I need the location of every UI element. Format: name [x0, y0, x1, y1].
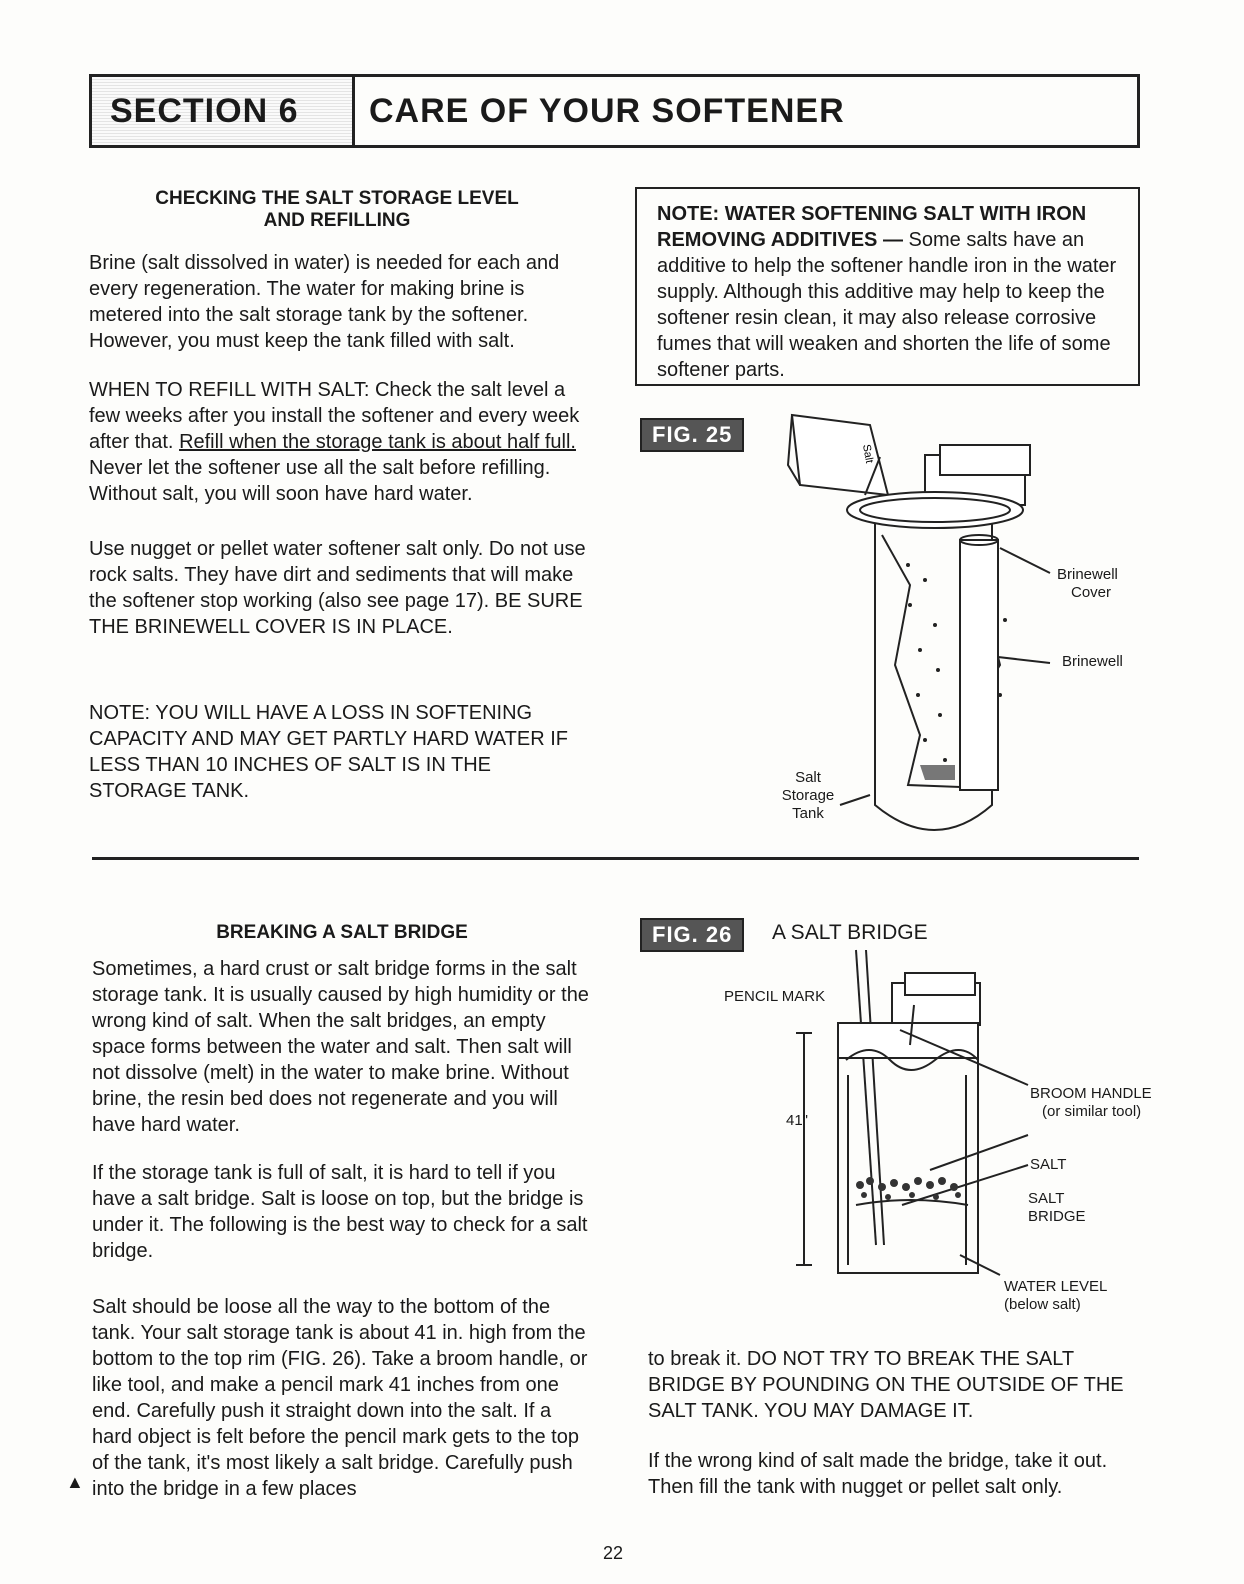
- section-title: CARE OF YOUR SOFTENER: [369, 91, 845, 130]
- refill-text-b: Never let the softener use all the salt before refilling. Without salt, you will soon have hard water.: [89, 457, 551, 505]
- height-41-label: 41": [786, 1112, 809, 1129]
- fig26-caption: A SALT BRIDGE: [772, 921, 928, 944]
- checking-heading-line1: CHECKING THE SALT STORAGE LEVEL: [155, 188, 519, 209]
- bridge-paragraph-5: If the wrong kind of salt made the bridge, take it out. Then fill the tank with nugget or pellet salt only.: [648, 1450, 1108, 1498]
- iron-additive-note: [635, 187, 1140, 386]
- salt-storage-tank-label: [778, 769, 838, 823]
- checking-heading-line2: AND REFILLING: [263, 210, 411, 231]
- broom-handle-label: [1030, 1085, 1152, 1121]
- pencil-mark-label: PENCIL MARK: [724, 988, 826, 1005]
- fig25-label: FIG. 25: [640, 418, 744, 452]
- bridge-paragraph-3: Salt should be loose all the way to the bottom of the tank. Your salt storage tank is about 41 in. high from the bottom to the top rim (FIG. 26). Take a broom handle, or like tool, and make a pencil mark 41 inches from one end. Carefully push it straight down into the salt. If a hard object is felt before the pencil mark gets to the top of the tank, it's most likely a salt bridge. Carefully push into the bridge in a few places: [92, 1296, 588, 1500]
- fig26-illustration: [790, 945, 1030, 1290]
- salt-bridge-line2: BRIDGE: [1028, 1208, 1086, 1225]
- checking-heading: [92, 188, 582, 232]
- brinewell-cover-label: [1057, 566, 1118, 602]
- broom-handle-line2: (or similar tool): [1042, 1103, 1142, 1120]
- brinewell-cover-line2: Cover: [1071, 584, 1112, 601]
- note-heading: NOTE: WATER SOFTENING SALT WITH IRON REMOVING ADDITIVES —: [657, 203, 1087, 251]
- salt-storage-tank-line2: Storage: [781, 787, 835, 804]
- brinewell-label: Brinewell: [1062, 653, 1123, 670]
- bridge-heading: BREAKING A SALT BRIDGE: [216, 922, 468, 943]
- warning-icon: ▲: [66, 1472, 84, 1492]
- checking-paragraph-1: Brine (salt dissolved in water) is needed for each and every regeneration. The water for making brine is metered into the salt storage tank by the softener. However, you must keep the tank filled with salt.: [89, 252, 560, 352]
- bridge-paragraph-2: If the storage tank is full of salt, it is hard to tell if you have a salt bridge. Salt is loose on top, but the bridge is under it. The following is the best way to check for a salt bridge.: [92, 1162, 588, 1262]
- bridge-paragraph-1: Sometimes, a hard crust or salt bridge forms in the salt storage tank. It is usually caused by high humidity or the wrong kind of salt. When the salt bridges, an empty space forms between the water and salt. Then salt will not dissolve (melt) in the water to make brine. Without brine, the resin bed does not regenerate and you will have hard water.: [92, 958, 589, 1136]
- broom-handle-line1: BROOM HANDLE: [1030, 1085, 1152, 1102]
- checking-paragraph-2: [89, 377, 589, 507]
- page-number: 22: [603, 1543, 624, 1563]
- refill-underlined-text: Refill when the storage tank is about half full.: [179, 431, 576, 453]
- checking-paragraph-3: Use nugget or pellet water softener salt only. Do not use rock salts. They have dirt and sediments that will make the softener stop working (also see page 17). BE SURE THE BRINEWELL COVER IS IN PLACE.: [89, 538, 586, 638]
- salt-label: SALT: [1030, 1156, 1067, 1173]
- salt-bag-text: Salt: [860, 443, 876, 465]
- water-level-line1: WATER LEVEL: [1004, 1278, 1108, 1295]
- section-number: SECTION 6: [92, 77, 355, 145]
- salt-storage-tank-line3: Tank: [792, 805, 824, 822]
- bridge-paragraph-4: to break it. DO NOT TRY TO BREAK THE SALT BRIDGE BY POUNDING ON THE OUTSIDE OF THE SALT TANK. YOU MAY DAMAGE IT.: [648, 1348, 1124, 1422]
- salt-bridge-label: [1028, 1190, 1086, 1226]
- note-text: Some salts have an additive to help the softener handle iron in the water supply. Although this additive may help to keep the softener resin clean, it may also release corrosive fumes that will weaken and shorten the life of some softener parts.: [657, 229, 1117, 381]
- fig26-label: FIG. 26: [640, 918, 744, 952]
- water-level-line2: (below salt): [1004, 1296, 1081, 1313]
- refill-text-a: WHEN TO REFILL WITH SALT: Check the salt level a few weeks after you install the softener and every week after that.: [89, 379, 580, 453]
- salt-bridge-line1: SALT: [1028, 1190, 1065, 1207]
- salt-storage-tank-line1: Salt: [795, 769, 821, 786]
- section-header: [89, 74, 1140, 148]
- brinewell-cover-line1: Brinewell: [1057, 566, 1118, 583]
- water-level-label: [1004, 1278, 1107, 1314]
- checking-paragraph-4: NOTE: YOU WILL HAVE A LOSS IN SOFTENING CAPACITY AND MAY GET PARTLY HARD WATER IF LESS THAN 10 INCHES OF SALT IS IN THE STORAGE TANK.: [89, 702, 568, 802]
- section-divider: [92, 857, 1139, 860]
